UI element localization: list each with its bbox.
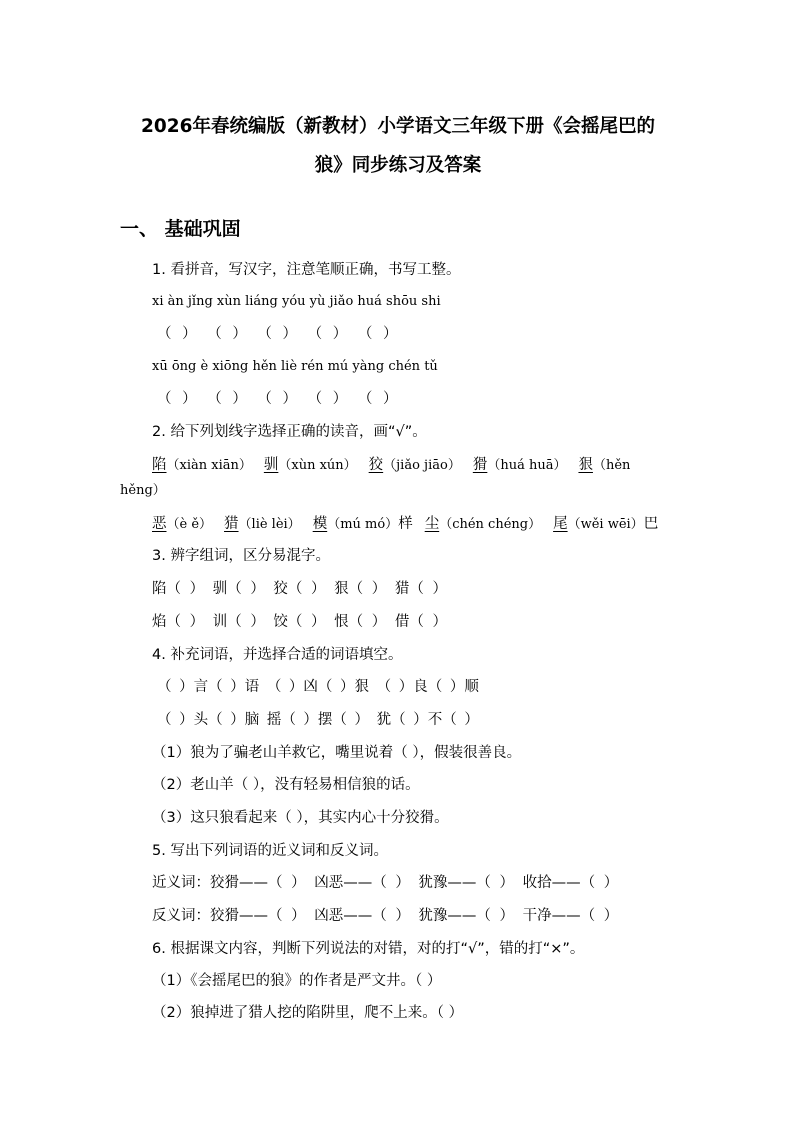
- pinyin-choice[interactable]: （hěn: [592, 458, 631, 473]
- question-4-prompt: 4. 补充词语，并选择合适的词语填空。: [152, 647, 403, 663]
- underlined-char: 尘: [424, 516, 440, 532]
- question-4-row-2[interactable]: （ ）头（ ）脑 摇（ ）摆（ ） 犹（ ）不（ ）: [157, 712, 479, 728]
- question-6-statement-2[interactable]: （2）狼掉进了猎人挖的陷阱里，爬不上来。（ ）: [152, 1005, 464, 1021]
- question-1-blanks-row-2[interactable]: （ ） （ ） （ ） （ ） （ ）: [157, 391, 398, 407]
- question-5-antonyms[interactable]: 反义词：狡猾——（ ） 凶恶——（ ） 犹豫——（ ） 干净——（ ）: [152, 908, 619, 924]
- underlined-char: 猎: [224, 516, 239, 532]
- pinyin-choice[interactable]: （huá huā）: [487, 458, 567, 473]
- document-title-line-2: 狼》同步练习及答案: [314, 155, 482, 176]
- question-1-pinyin-row-1: xi àn jǐng xùn liáng yóu yù jiǎo huá shōu shi: [152, 294, 441, 309]
- pinyin-choice[interactable]: （mú mó）: [327, 517, 399, 532]
- question-2-row-1-wrap[interactable]: hěng）: [120, 483, 166, 498]
- pinyin-choice[interactable]: （è ě）: [166, 517, 213, 532]
- underlined-char: 模: [312, 516, 328, 532]
- question-3-prompt: 3. 辨字组词，区分易混字。: [152, 548, 330, 564]
- question-6-statement-1[interactable]: （1）《会摇尾巴的狼》的作者是严文井。（ ）: [152, 973, 442, 989]
- underlined-char: 陷: [152, 457, 167, 473]
- question-1-prompt: 1. 看拼音，写汉字，注意笔顺正确，书写工整。: [152, 262, 461, 278]
- underlined-char: 恶: [152, 516, 167, 532]
- underlined-char: 狠: [578, 457, 593, 473]
- question-2-prompt: 2. 给下列划线字选择正确的读音，画“√”。: [152, 424, 427, 440]
- question-6-prompt: 6. 根据课文内容，判断下列说法的对错，对的打“√”，错的打“×”。: [152, 941, 585, 957]
- word-tail: 巴: [643, 516, 659, 532]
- pinyin-choice[interactable]: （chén chéng）: [439, 517, 542, 532]
- question-4-row-1[interactable]: （ ）言（ ）语 （ ）凶（ ）狠 （ ）良（ ）顺: [157, 679, 479, 695]
- question-1-pinyin-row-2: xū ōng è xiōng hěn liè rén mú yàng chén tǔ: [152, 359, 438, 374]
- document-title-line-1: 2026年春统编版（新教材）小学语文三年级下册《会摇尾巴的: [141, 116, 655, 137]
- question-1-blanks-row-1[interactable]: （ ） （ ） （ ） （ ） （ ）: [157, 326, 398, 342]
- pinyin-choice[interactable]: （jiǎo jiāo）: [383, 458, 461, 473]
- question-2-row-2: [152, 514, 658, 535]
- pinyin-choice[interactable]: （liè lèi）: [238, 517, 301, 532]
- question-3-row-1[interactable]: 陷（ ） 驯（ ） 狡（ ） 狠（ ） 猎（ ）: [152, 581, 447, 597]
- pinyin-choice[interactable]: （xùn xún）: [278, 458, 357, 473]
- underlined-char: 尾: [553, 516, 568, 532]
- question-4-sentence-1[interactable]: （1）狼为了骗老山羊救它，嘴里说着（ ），假装很善良。: [152, 745, 522, 761]
- question-3-row-2[interactable]: 焰（ ） 训（ ） 饺（ ） 恨（ ） 借（ ）: [152, 614, 447, 630]
- section-heading-basics: 一、 基础巩固: [120, 218, 241, 240]
- underlined-char: 狡: [368, 457, 384, 473]
- question-5-prompt: 5. 写出下列词语的近义词和反义词。: [152, 843, 388, 859]
- word-tail: 样: [398, 516, 413, 532]
- question-4-sentence-3[interactable]: （3）这只狼看起来（ ），其实内心十分狡猾。: [152, 810, 449, 826]
- question-2-row-1: [152, 455, 630, 476]
- question-5-synonyms[interactable]: 近义词：狡猾——（ ） 凶恶——（ ） 犹豫——（ ） 收拾——（ ）: [152, 875, 619, 891]
- pinyin-choice[interactable]: （xiàn xiān）: [166, 458, 252, 473]
- underlined-char: 猾: [472, 457, 488, 473]
- underlined-char: 驯: [263, 457, 279, 473]
- pinyin-choice[interactable]: （wěi wēi）: [567, 517, 644, 532]
- question-4-sentence-2[interactable]: （2）老山羊（ ），没有轻易相信狼的话。: [152, 777, 420, 793]
